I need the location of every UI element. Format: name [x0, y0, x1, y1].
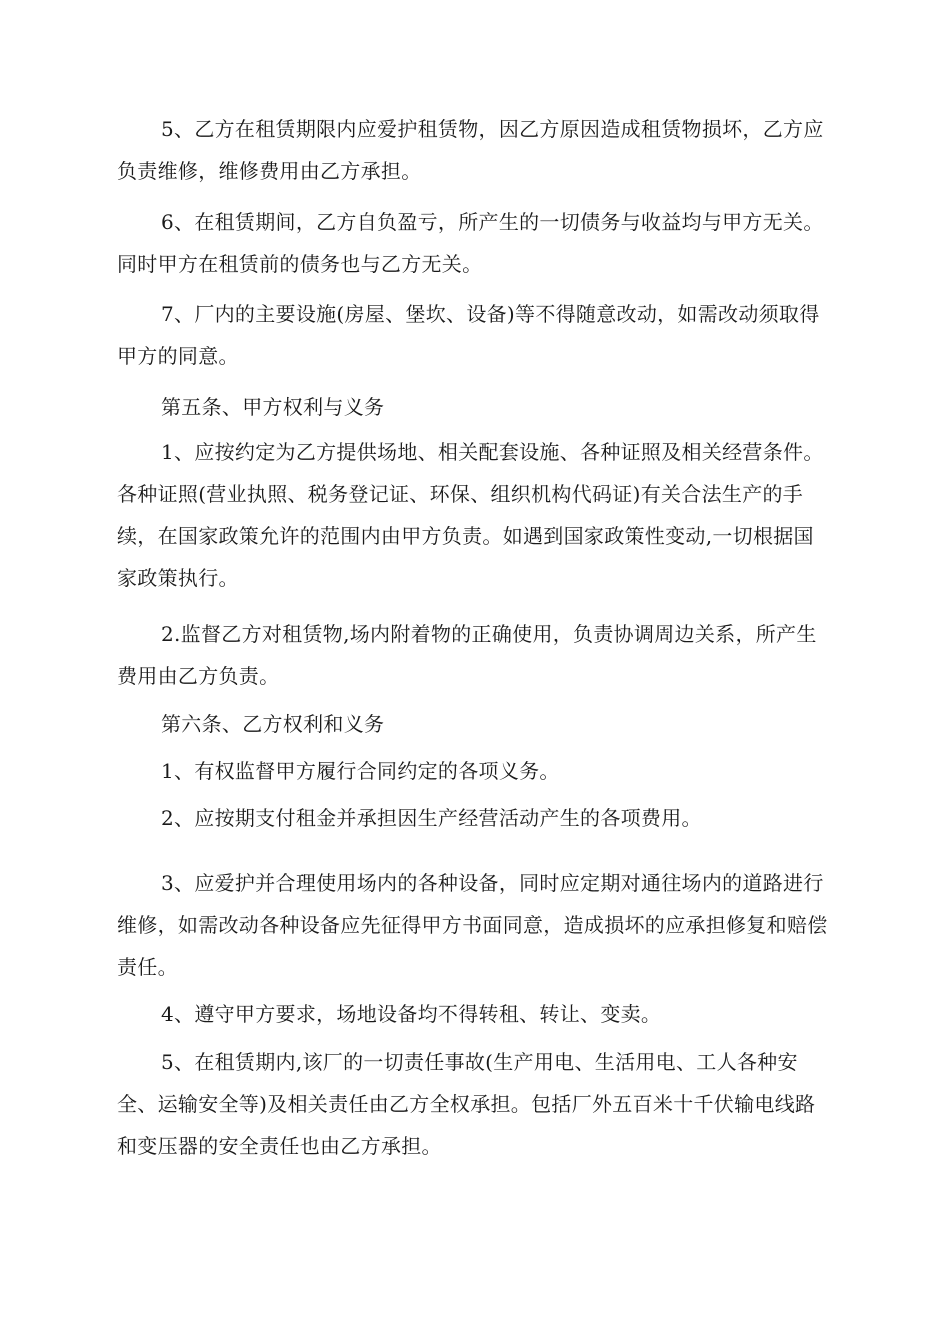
clause-4-item-7: 7、厂内的主要设施(房屋、堡坎、设备)等不得随意改动，如需改动须取得甲方的同意。 — [117, 302, 820, 368]
clause-6-item-3: 3、应爱护并合理使用场内的各种设备，同时应定期对通往场内的道路进行维修，如需改动各种设备应先征得甲方书面同意，造成损坏的应承担修复和赔偿责任。 — [117, 871, 828, 979]
clause-6-item-2: 2、应按期支付租金并承担因生产经营活动产生的各项费用。 — [161, 806, 702, 830]
clause-6-item-5: 5、在租赁期内,该厂的一切责任事故(生产用电、生活用电、工人各种安全、运输安全等)及相关责任由乙方全权承担。包括厂外五百米十千伏输电线路和变压器的安全责任也由乙方承担。 — [117, 1050, 816, 1158]
clause-5-item-2: 2.监督乙方对租赁物,场内附着物的正确使用，负责协调周边关系，所产生费用由乙方负责。 — [117, 622, 817, 688]
clause-4-item-6: 6、在租赁期间，乙方自负盈亏，所产生的一切债务与收益均与甲方无关。同时甲方在租赁前的债务也与乙方无关。 — [117, 210, 824, 276]
clause-6-item-1: 1、有权监督甲方履行合同约定的各项义务。 — [161, 759, 560, 783]
clause-4-item-5: 5、乙方在租赁期限内应爱护租赁物，因乙方原因造成租赁物损坏，乙方应负责维修，维修费用由乙方承担。 — [117, 117, 824, 183]
clause-5-item-1: 1、应按约定为乙方提供场地、相关配套设施、各种证照及相关经营条件。各种证照(营业执照、税务登记证、环保、组织机构代码证)有关合法生产的手续，在国家政策允许的范围内由甲方负责。如遇到国家政策性变动,一切根据国家政策执行。 — [117, 440, 824, 590]
section-heading-6: 第六条、乙方权利和义务 — [161, 712, 385, 736]
clause-6-item-4: 4、遵守甲方要求，场地设备均不得转租、转让、变卖。 — [161, 1002, 662, 1026]
section-heading-5: 第五条、甲方权利与义务 — [161, 395, 385, 419]
